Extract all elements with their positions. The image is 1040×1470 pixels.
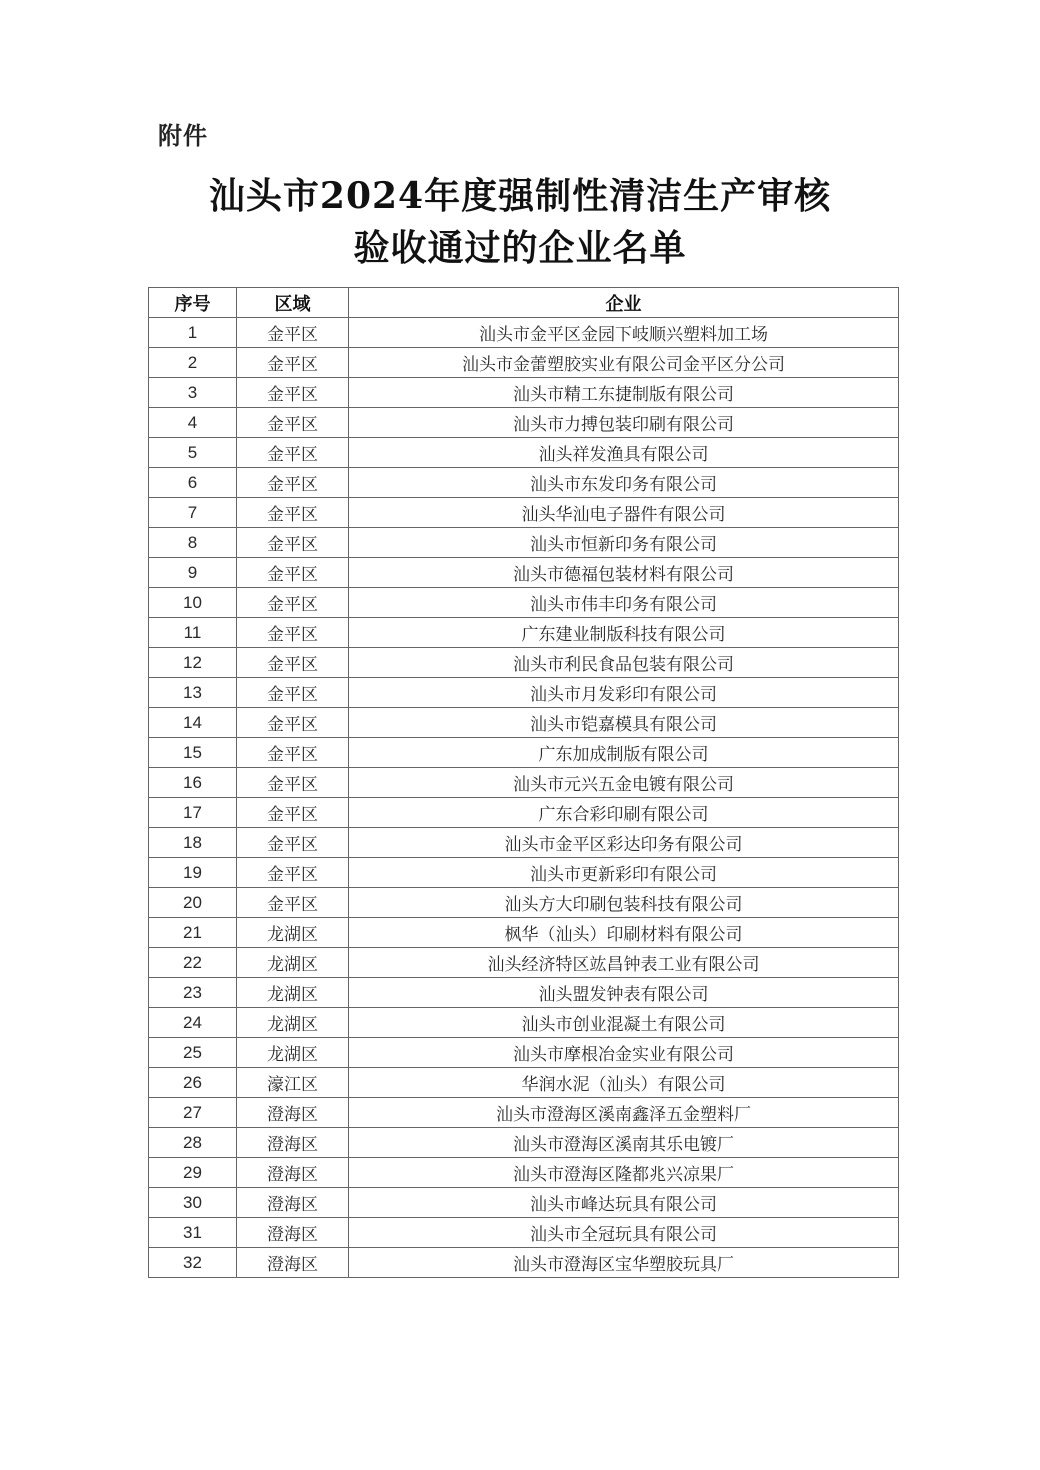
- company-cell: 汕头市创业混凝土有限公司: [349, 1008, 899, 1038]
- header-company: 企业: [349, 288, 899, 318]
- company-cell: 汕头方大印刷包装科技有限公司: [349, 888, 899, 918]
- region-cell: 金平区: [237, 708, 349, 738]
- table-row: [149, 1068, 899, 1098]
- serial-number-cell: 26: [149, 1068, 237, 1098]
- table-row: [149, 528, 899, 558]
- table-row: [149, 648, 899, 678]
- serial-number-cell: 6: [149, 468, 237, 498]
- table-row: [149, 738, 899, 768]
- serial-number-cell: 13: [149, 678, 237, 708]
- company-cell: 广东建业制版科技有限公司: [349, 618, 899, 648]
- company-cell: 汕头市力搏包装印刷有限公司: [349, 408, 899, 438]
- region-cell: 金平区: [237, 558, 349, 588]
- region-cell: 金平区: [237, 768, 349, 798]
- company-cell: 汕头市全冠玩具有限公司: [349, 1218, 899, 1248]
- region-cell: 龙湖区: [237, 948, 349, 978]
- serial-number-cell: 1: [149, 318, 237, 348]
- serial-number-cell: 15: [149, 738, 237, 768]
- table-row: [149, 768, 899, 798]
- region-cell: 金平区: [237, 528, 349, 558]
- serial-number-cell: 5: [149, 438, 237, 468]
- table-row: [149, 708, 899, 738]
- company-cell: 汕头市澄海区宝华塑胶玩具厂: [349, 1248, 899, 1278]
- company-cell: 汕头市德福包装材料有限公司: [349, 558, 899, 588]
- company-cell: 汕头市澄海区溪南鑫泽五金塑料厂: [349, 1098, 899, 1128]
- region-cell: 金平区: [237, 468, 349, 498]
- region-cell: 金平区: [237, 648, 349, 678]
- region-cell: 澄海区: [237, 1188, 349, 1218]
- header-serial-number: 序号: [149, 288, 237, 318]
- table-row: [149, 558, 899, 588]
- region-cell: 金平区: [237, 738, 349, 768]
- region-cell: 金平区: [237, 828, 349, 858]
- company-cell: 汕头市东发印务有限公司: [349, 468, 899, 498]
- serial-number-cell: 3: [149, 378, 237, 408]
- region-cell: 澄海区: [237, 1128, 349, 1158]
- region-cell: 金平区: [237, 498, 349, 528]
- table-row: [149, 948, 899, 978]
- company-cell: 汕头市金平区彩达印务有限公司: [349, 828, 899, 858]
- region-cell: 金平区: [237, 858, 349, 888]
- company-cell: 汕头经济特区竑昌钟表工业有限公司: [349, 948, 899, 978]
- company-cell: 汕头市澄海区溪南其乐电镀厂: [349, 1128, 899, 1158]
- document-title-line-1: 汕头市2024年度强制性清洁生产审核: [208, 175, 832, 217]
- serial-number-cell: 7: [149, 498, 237, 528]
- company-cell: 汕头市更新彩印有限公司: [349, 858, 899, 888]
- table-row: [149, 468, 899, 498]
- company-cell: 汕头祥发渔具有限公司: [349, 438, 899, 468]
- company-cell: 汕头市澄海区隆都兆兴凉果厂: [349, 1158, 899, 1188]
- document-title-line-2: 验收通过的企业名单: [353, 227, 687, 269]
- table-row: [149, 1098, 899, 1128]
- table-row: [149, 888, 899, 918]
- serial-number-cell: 19: [149, 858, 237, 888]
- company-cell: 汕头市金平区金园下岐顺兴塑料加工场: [349, 318, 899, 348]
- serial-number-cell: 24: [149, 1008, 237, 1038]
- serial-number-cell: 23: [149, 978, 237, 1008]
- serial-number-cell: 9: [149, 558, 237, 588]
- table-row: [149, 798, 899, 828]
- serial-number-cell: 10: [149, 588, 237, 618]
- region-cell: 金平区: [237, 438, 349, 468]
- region-cell: 金平区: [237, 798, 349, 828]
- company-cell: 汕头市恒新印务有限公司: [349, 528, 899, 558]
- company-cell: 汕头市利民食品包装有限公司: [349, 648, 899, 678]
- table-row: [149, 348, 899, 378]
- region-cell: 澄海区: [237, 1098, 349, 1128]
- table-row: [149, 858, 899, 888]
- company-cell: 汕头盟发钟表有限公司: [349, 978, 899, 1008]
- company-cell: 汕头市金蕾塑胶实业有限公司金平区分公司: [349, 348, 899, 378]
- company-cell: 汕头市精工东捷制版有限公司: [349, 378, 899, 408]
- company-cell: 汕头华汕电子器件有限公司: [349, 498, 899, 528]
- region-cell: 龙湖区: [237, 918, 349, 948]
- serial-number-cell: 20: [149, 888, 237, 918]
- serial-number-cell: 14: [149, 708, 237, 738]
- company-cell: 广东合彩印刷有限公司: [349, 798, 899, 828]
- serial-number-cell: 28: [149, 1128, 237, 1158]
- region-cell: 金平区: [237, 888, 349, 918]
- region-cell: 龙湖区: [237, 978, 349, 1008]
- region-cell: 金平区: [237, 348, 349, 378]
- table-row: [149, 1158, 899, 1188]
- company-cell: 华润水泥（汕头）有限公司: [349, 1068, 899, 1098]
- company-list-table: [148, 287, 899, 1278]
- table-row: [149, 1038, 899, 1068]
- table-row: [149, 498, 899, 528]
- serial-number-cell: 30: [149, 1188, 237, 1218]
- company-cell: 汕头市伟丰印务有限公司: [349, 588, 899, 618]
- serial-number-cell: 27: [149, 1098, 237, 1128]
- table-row: [149, 918, 899, 948]
- company-cell: 汕头市铠嘉模具有限公司: [349, 708, 899, 738]
- table-row: [149, 438, 899, 468]
- region-cell: 澄海区: [237, 1218, 349, 1248]
- serial-number-cell: 25: [149, 1038, 237, 1068]
- region-cell: 金平区: [237, 618, 349, 648]
- region-cell: 金平区: [237, 318, 349, 348]
- company-cell: 汕头市摩根冶金实业有限公司: [349, 1038, 899, 1068]
- table-row: [149, 618, 899, 648]
- table-row: [149, 1248, 899, 1278]
- serial-number-cell: 29: [149, 1158, 237, 1188]
- serial-number-cell: 8: [149, 528, 237, 558]
- company-cell: 枫华（汕头）印刷材料有限公司: [349, 918, 899, 948]
- region-cell: 澄海区: [237, 1248, 349, 1278]
- region-cell: 龙湖区: [237, 1038, 349, 1068]
- region-cell: 金平区: [237, 588, 349, 618]
- company-cell: 汕头市峰达玩具有限公司: [349, 1188, 899, 1218]
- company-cell: 汕头市月发彩印有限公司: [349, 678, 899, 708]
- table-row: [149, 1188, 899, 1218]
- serial-number-cell: 21: [149, 918, 237, 948]
- table-row: [149, 408, 899, 438]
- serial-number-cell: 31: [149, 1218, 237, 1248]
- region-cell: 龙湖区: [237, 1008, 349, 1038]
- table-row: [149, 1128, 899, 1158]
- table-row: [149, 678, 899, 708]
- header-region: 区域: [237, 288, 349, 318]
- serial-number-cell: 16: [149, 768, 237, 798]
- serial-number-cell: 32: [149, 1248, 237, 1278]
- region-cell: 金平区: [237, 678, 349, 708]
- attachment-label: 附件: [158, 122, 208, 150]
- table-row: [149, 378, 899, 408]
- serial-number-cell: 11: [149, 618, 237, 648]
- company-cell: 汕头市元兴五金电镀有限公司: [349, 768, 899, 798]
- region-cell: 金平区: [237, 408, 349, 438]
- serial-number-cell: 17: [149, 798, 237, 828]
- serial-number-cell: 2: [149, 348, 237, 378]
- table-row: [149, 318, 899, 348]
- company-cell: 广东加成制版有限公司: [349, 738, 899, 768]
- table-header-row: [149, 288, 899, 318]
- serial-number-cell: 4: [149, 408, 237, 438]
- table-row: [149, 588, 899, 618]
- table-row: [149, 828, 899, 858]
- serial-number-cell: 12: [149, 648, 237, 678]
- table-row: [149, 1218, 899, 1248]
- table-row: [149, 978, 899, 1008]
- table-row: [149, 1008, 899, 1038]
- region-cell: 澄海区: [237, 1158, 349, 1188]
- serial-number-cell: 18: [149, 828, 237, 858]
- table-body: [149, 318, 899, 1278]
- region-cell: 金平区: [237, 378, 349, 408]
- serial-number-cell: 22: [149, 948, 237, 978]
- region-cell: 濠江区: [237, 1068, 349, 1098]
